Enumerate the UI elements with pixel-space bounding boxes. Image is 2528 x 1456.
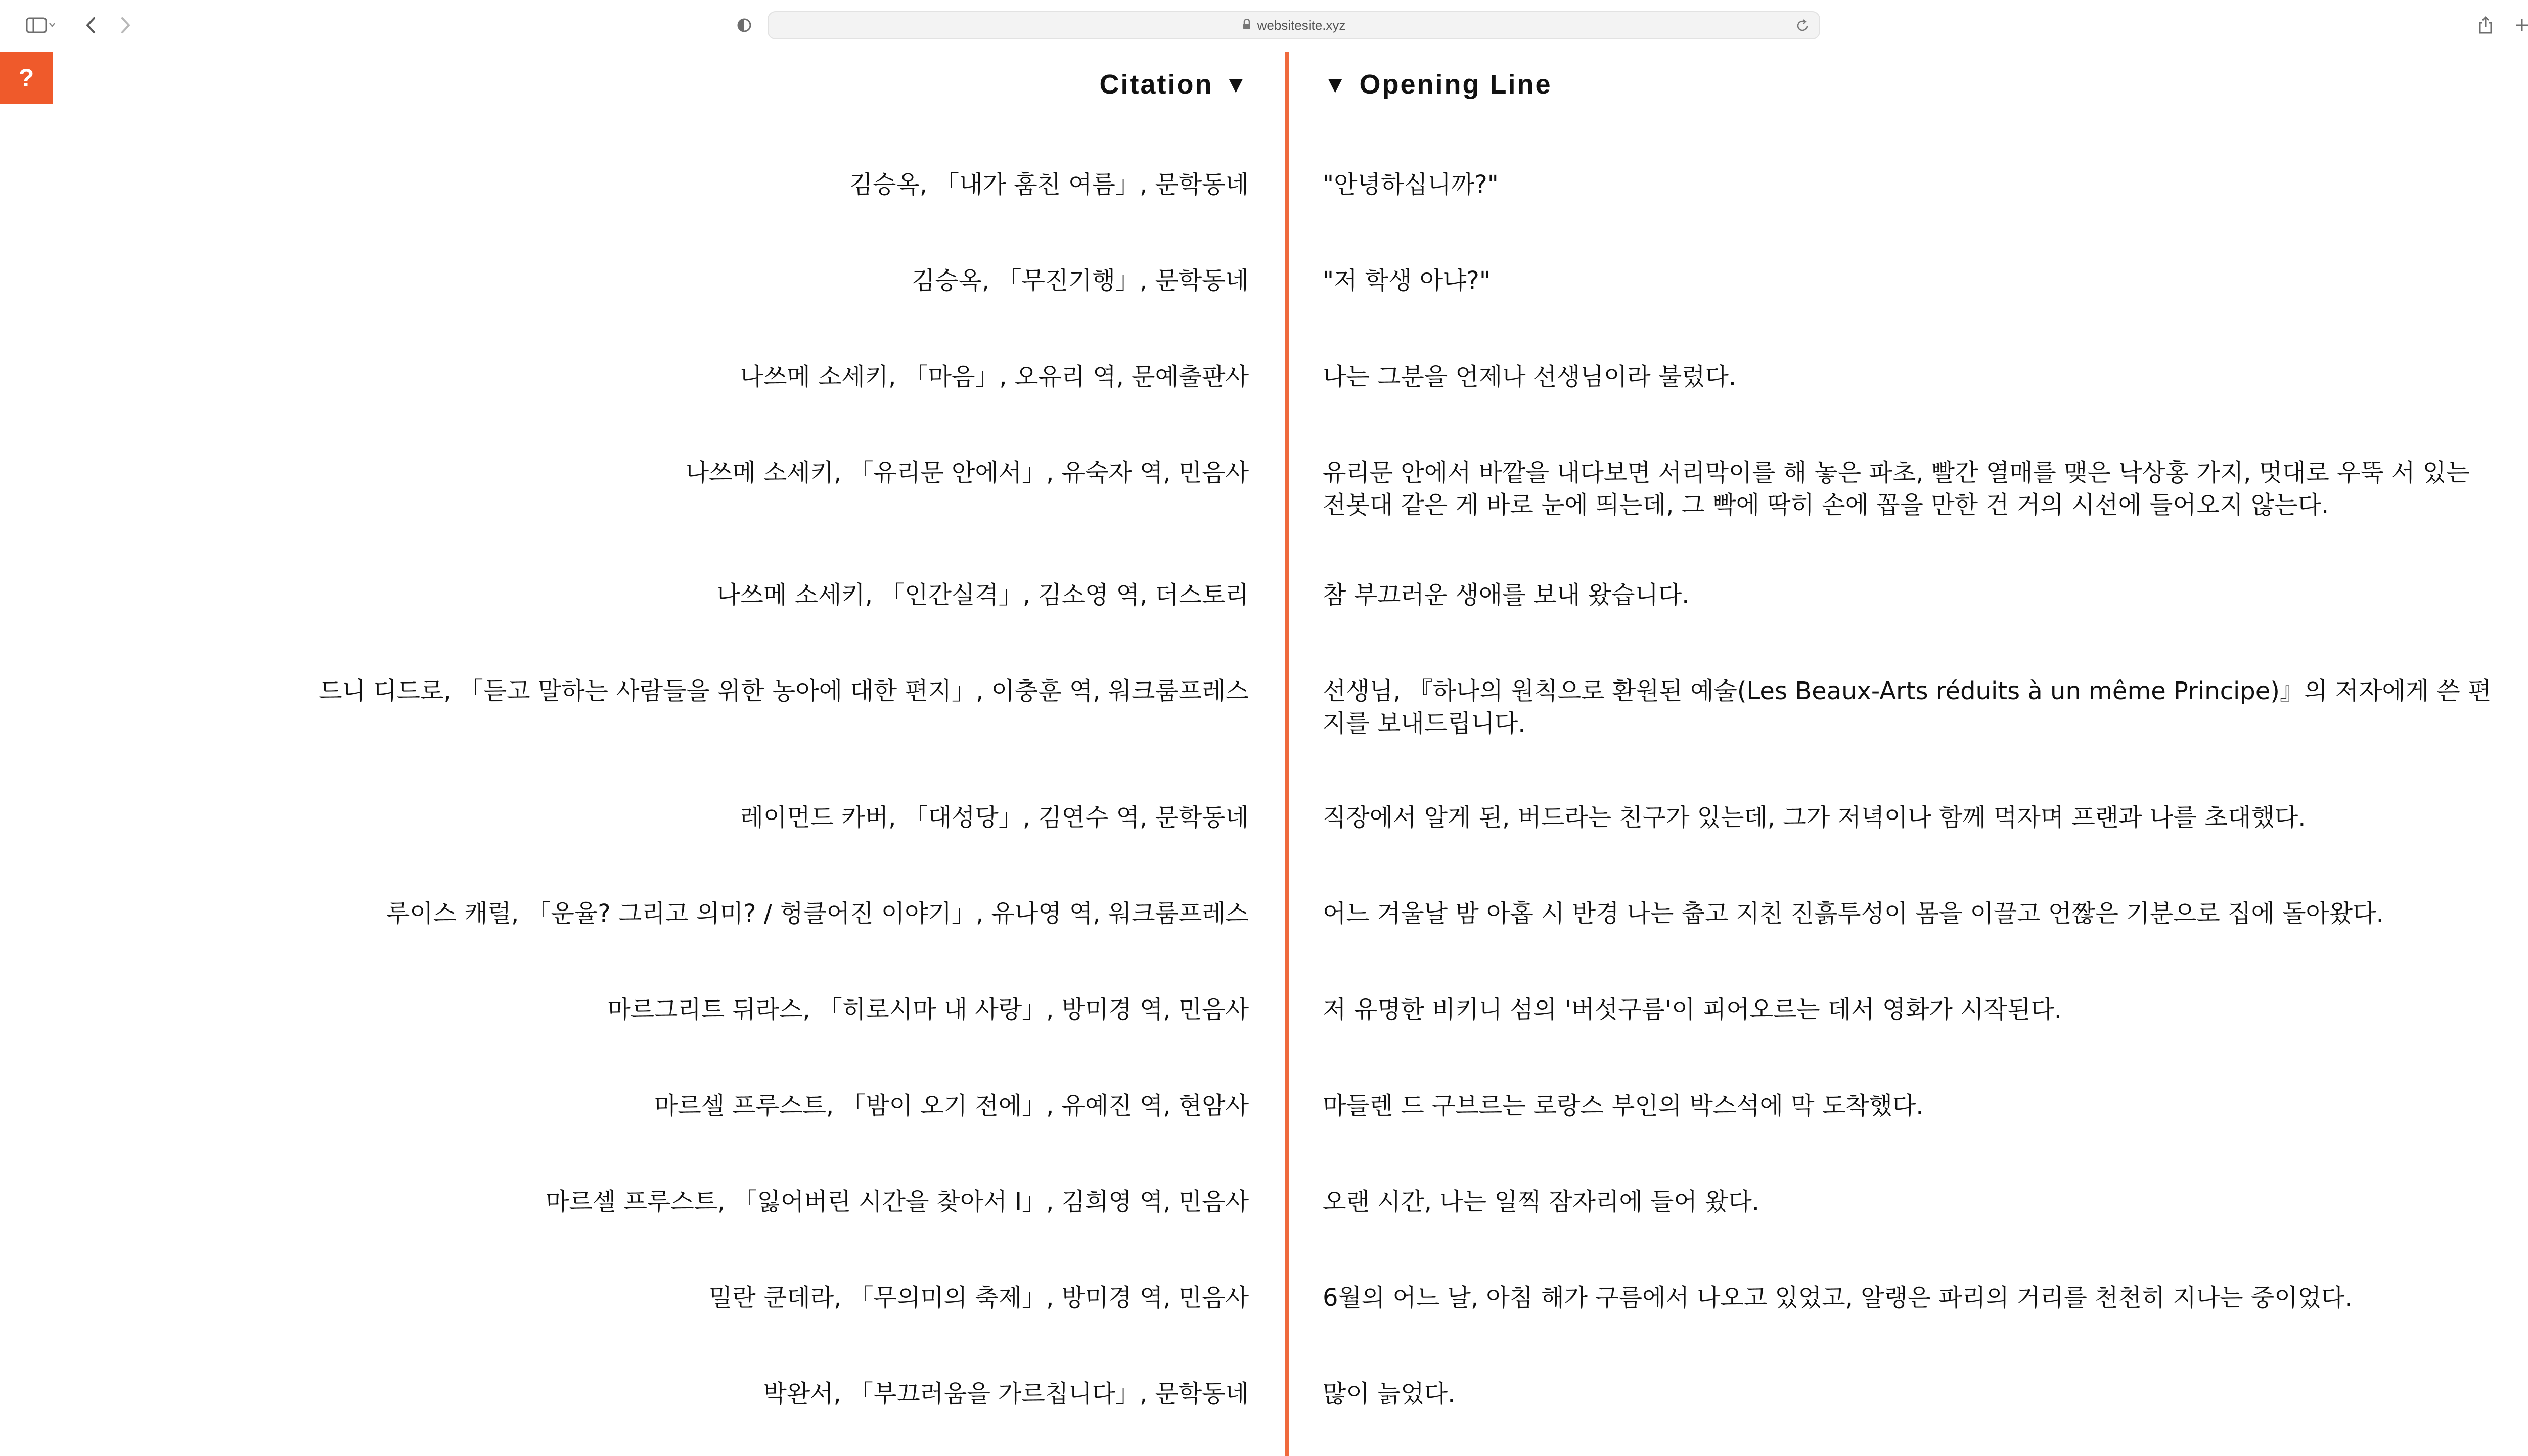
sort-triangle-icon: ▼ [1324, 71, 1348, 98]
opening-line-cell: 6월의 어느 날, 아침 해가 구름에서 나오고 있었고, 알랭은 파리의 거리를 천천히 지나는 중이었다. [1323, 1284, 2353, 1312]
opening-line-cell: 오랜 시간, 나는 일찍 잠자리에 들어 왔다. [1323, 1188, 1759, 1216]
opening-line-cell: "저 학생 아냐?" [1323, 266, 1491, 295]
help-button[interactable]: ? [0, 52, 53, 104]
opening-line-cell: 저 유명한 비키니 섬의 '버섯구름'이 피어오르는 데서 영화가 시작된다. [1323, 995, 2062, 1024]
citation-header-label: Citation [1099, 69, 1213, 100]
citation-cell: 마르셀 프루스트, 「잃어버린 시간을 찾아서 I」, 김희영 역, 민음사 [546, 1188, 1249, 1216]
opening-line-header[interactable] [1324, 69, 1552, 100]
sort-triangle-icon: ▼ [1224, 71, 1249, 98]
opening-line-cell: 어느 겨울날 밤 아홉 시 반경 나는 춥고 지친 진흙투성이 몸을 이끌고 언짢은 기분으로 집에 돌아왔다. [1323, 899, 2384, 928]
share-icon[interactable] [2473, 11, 2498, 39]
opening-line-cell: 직장에서 알게 된, 버드라는 친구가 있는데, 그가 저녁이나 함께 먹자며 프랜과 나를 초대했다. [1323, 803, 2306, 832]
browser-toolbar [0, 0, 2528, 51]
url-text: websitesite.xyz [1257, 17, 1346, 33]
citation-cell: 나쓰메 소세키, 「인간실격」, 김소영 역, 더스토리 [716, 581, 1249, 609]
opening-line-cell: 마들렌 드 구브르는 로랑스 부인의 박스석에 막 도착했다. [1323, 1091, 1924, 1120]
citation-header[interactable] [1099, 69, 1249, 100]
citation-cell: 마르셀 프루스트, 「밤이 오기 전에」, 유예진 역, 현암사 [654, 1091, 1249, 1120]
column-divider [1285, 52, 1289, 1456]
citation-cell: 레이먼드 카버, 「대성당」, 김연수 역, 문학동네 [740, 803, 1249, 832]
opening-line-header-label: Opening Line [1359, 69, 1552, 100]
opening-line-cell: 나는 그분을 언제나 선생님이라 불렀다. [1323, 362, 1737, 391]
citation-cell: 나쓰메 소세키, 「유리문 안에서」, 유숙자 역, 민음사 [685, 459, 1249, 487]
url-display [769, 12, 1819, 38]
citation-cell: 박완서, 「부끄러움을 가르칩니다」, 문학동네 [763, 1380, 1249, 1408]
privacy-shield-icon[interactable] [732, 11, 756, 39]
citation-cell: 김승옥, 「내가 훔친 여름」, 문학동네 [849, 170, 1249, 199]
back-icon[interactable] [80, 11, 102, 39]
citation-cell: 김승옥, 「무진기행」, 문학동네 [911, 266, 1249, 295]
new-tab-icon[interactable] [2510, 11, 2528, 39]
citation-cell: 루이스 캐럴, 「운율? 그리고 의미? / 헝클어진 이야기」, 유나영 역, 워크룸프레스 [386, 899, 1249, 928]
citation-cell: 마르그리트 뒤라스, 「히로시마 내 사랑」, 방미경 역, 민음사 [607, 995, 1249, 1024]
opening-line-cell: 참 부끄러운 생애를 보내 왔습니다. [1323, 581, 1690, 609]
sidebar-toggle-icon[interactable] [18, 11, 64, 39]
citation-cell: 밀란 쿤데라, 「무의미의 축제」, 방미경 역, 민음사 [709, 1284, 1249, 1312]
reload-icon[interactable] [1795, 18, 1810, 35]
opening-line-cell: 유리문 안에서 바깥을 내다보면 서리막이를 해 놓은 파초, 빨간 열매를 맺은 낙상홍 가지, 멋대로 우뚝 서 있는 전봇대 같은 게 바로 눈에 띄는데, 그 빡에 딱히 손에 꼽을 만한 건 거의 시선에 들어오지 않는다. [1323, 459, 2470, 519]
citation-cell: 나쓰메 소세키, 「마음」, 오유리 역, 문예출판사 [740, 362, 1249, 391]
opening-line-cell: 선생님, 『하나의 원칙으로 환원된 예술(Les Beaux-Arts réduits à un même Principe)』의 저자에게 쓴 편지를 보내드립니다. [1323, 677, 2492, 738]
address-bar[interactable] [768, 11, 1820, 39]
citation-cell: 드니 디드로, 「듣고 말하는 사람들을 위한 농아에 대한 편지」, 이충훈 역, 워크룸프레스 [319, 677, 1249, 705]
forward-icon[interactable] [114, 11, 137, 39]
lock-icon [1242, 18, 1251, 33]
opening-line-cell: "안녕하십니까?" [1323, 170, 1499, 199]
opening-line-cell: 많이 늙었다. [1323, 1380, 1456, 1408]
